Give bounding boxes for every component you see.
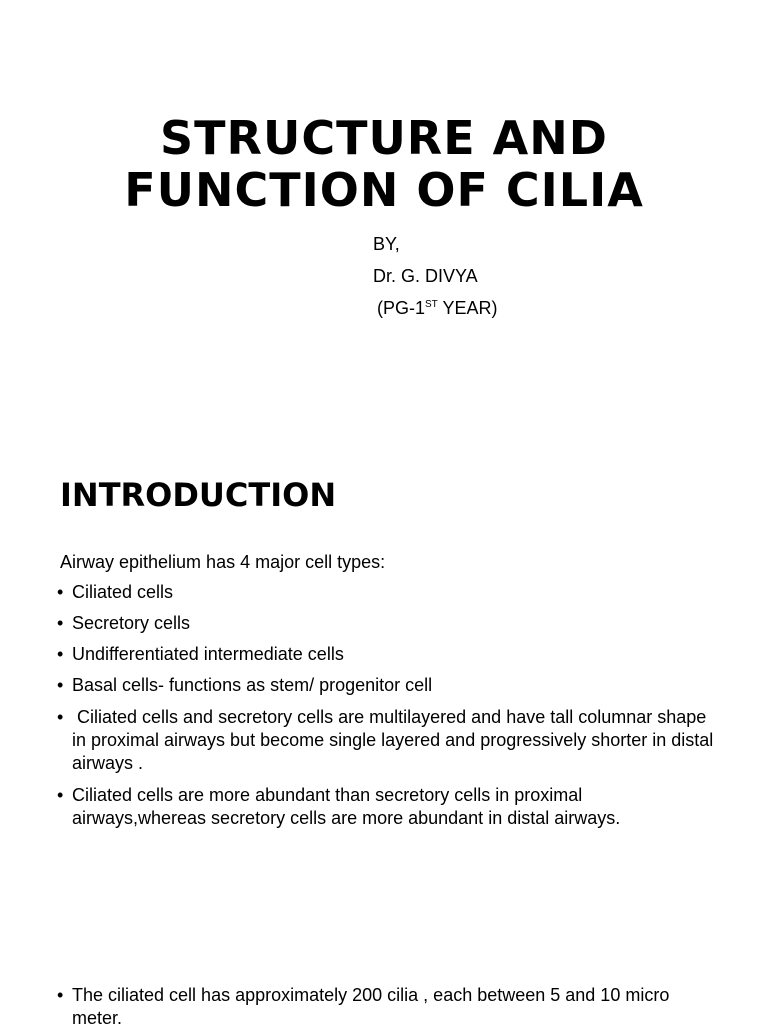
list-item xyxy=(57,612,717,635)
slide-title-line-2: FUNCTION OF CILIA xyxy=(124,163,644,217)
bullet-text: Ciliated cells xyxy=(72,582,174,602)
bullet-text: Secretory cells xyxy=(72,613,191,633)
list-item xyxy=(57,784,717,830)
bullet-text: The ciliated cell has approximately 200 cilia , each between 5 and 10 micro meter. xyxy=(72,985,670,1028)
author-name: Dr. G. DIVYA xyxy=(373,266,478,286)
list-item xyxy=(57,674,717,697)
bullet-text: Basal cells- functions as stem/ progenitor cell xyxy=(72,675,433,695)
bullet-list-item xyxy=(57,674,717,697)
bullet-text: Ciliated cells are more abundant than secretory cells in proximal airways,whereas secretory cells are more abundant in distal airways. xyxy=(72,785,621,828)
list-item xyxy=(57,706,717,775)
bullet-list-item xyxy=(57,612,717,635)
bullet-list-item xyxy=(57,784,717,830)
bullet-icon: • xyxy=(57,644,64,664)
bullet-list-item xyxy=(57,581,717,604)
bullet-text: Undifferentiated intermediate cells xyxy=(72,644,344,664)
bullet-icon: • xyxy=(57,785,64,805)
author-year-superscript: ST xyxy=(425,299,438,310)
author-block xyxy=(373,228,497,324)
slide-title xyxy=(0,112,768,216)
bullet-list-item xyxy=(57,706,717,775)
title-slide xyxy=(0,0,768,440)
author-year-prefix: (PG-1 xyxy=(377,298,426,318)
bullet-list-item xyxy=(57,643,717,666)
author-year xyxy=(373,292,497,324)
bullet-icon: • xyxy=(57,613,64,633)
bullet-icon: • xyxy=(57,675,64,695)
introduction-slide xyxy=(0,440,768,1028)
list-item xyxy=(57,984,717,1030)
list-item xyxy=(57,581,717,604)
slide-title-line-1: STRUCTURE AND xyxy=(160,111,608,165)
list-item xyxy=(57,643,717,666)
bullet-icon: • xyxy=(57,985,64,1005)
intro-text: Airway epithelium has 4 major cell types: xyxy=(60,552,386,572)
bullet-icon: • xyxy=(57,582,64,602)
bullet-text: Ciliated cells and secretory cells are multilayered and have tall columnar shape in proximal airways but become single layered and progressively shorter in distal airways . xyxy=(72,707,714,773)
by-label: BY, xyxy=(373,234,400,254)
bullet-icon: • xyxy=(57,707,64,727)
bullet-list-item xyxy=(57,984,717,1030)
author-year-suffix: YEAR) xyxy=(437,298,498,318)
section-heading: INTRODUCTION xyxy=(60,476,337,514)
